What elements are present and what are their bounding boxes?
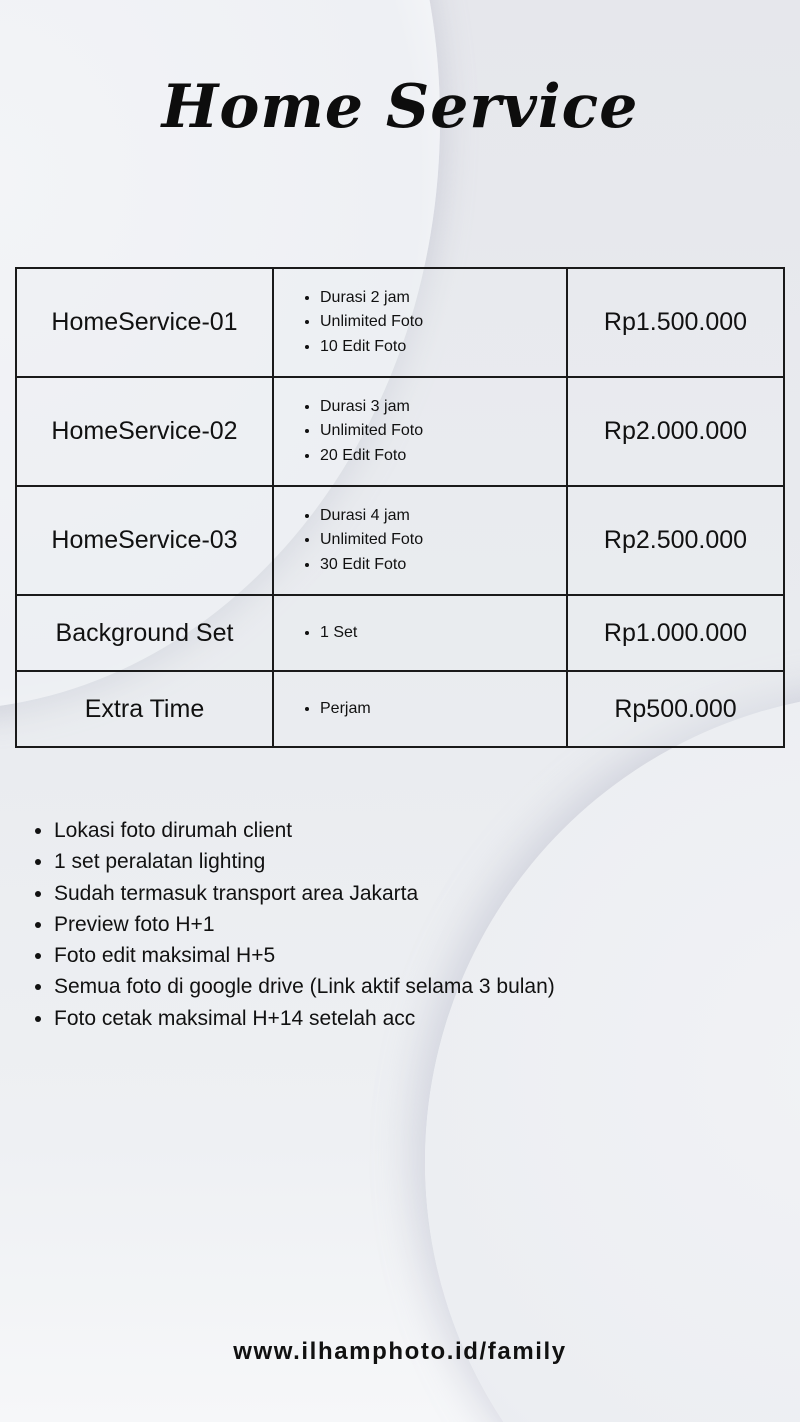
feature-list [300,697,565,722]
table-row [16,268,784,377]
package-name: Background Set [16,595,273,671]
feature-list [300,621,565,646]
feature-item: • Durasi 4 jam [320,504,565,529]
price-table [15,267,785,748]
feature-list [300,504,565,578]
feature-item: • Unlimited Foto [320,310,565,335]
package-features [273,671,567,747]
feature-item: • 1 Set [320,621,565,646]
feature-list [300,395,565,469]
table-row [16,377,784,486]
feature-item: • Durasi 3 jam [320,395,565,420]
feature-item: • Perjam [320,697,565,722]
list-item: • Lokasi foto dirumah client [54,815,555,846]
package-name: HomeService-03 [16,486,273,595]
package-price: Rp1.000.000 [567,595,784,671]
feature-item: • Durasi 2 jam [320,286,565,311]
package-features [273,595,567,671]
package-price: Rp2.500.000 [567,486,784,595]
table-row [16,595,784,671]
table-row [16,671,784,747]
package-price: Rp500.000 [567,671,784,747]
table-row [16,486,784,595]
feature-item: • 10 Edit Foto [320,335,565,360]
list-item: • Sudah termasuk transport area Jakarta [54,878,555,909]
list-item: • Foto edit maksimal H+5 [54,940,555,971]
feature-item: • Unlimited Foto [320,419,565,444]
list-item: • 1 set peralatan lighting [54,846,555,877]
feature-item: • 30 Edit Foto [320,553,565,578]
package-name: HomeService-01 [16,268,273,377]
package-name: Extra Time [16,671,273,747]
feature-item: • Unlimited Foto [320,528,565,553]
footer-website-link[interactable]: www.ilhamphoto.id/family [233,1338,567,1365]
package-features [273,377,567,486]
list-item: • Semua foto di google drive (Link aktif selama 3 bulan) [54,971,555,1002]
package-price: Rp1.500.000 [567,268,784,377]
feature-list [300,286,565,360]
terms-list [30,815,555,1034]
package-price: Rp2.000.000 [567,377,784,486]
package-features [273,486,567,595]
page-title: Home Service [161,72,639,142]
package-name: HomeService-02 [16,377,273,486]
list-item: • Preview foto H+1 [54,909,555,940]
package-features [273,268,567,377]
list-item: • Foto cetak maksimal H+14 setelah acc [54,1003,555,1034]
feature-item: • 20 Edit Foto [320,444,565,469]
